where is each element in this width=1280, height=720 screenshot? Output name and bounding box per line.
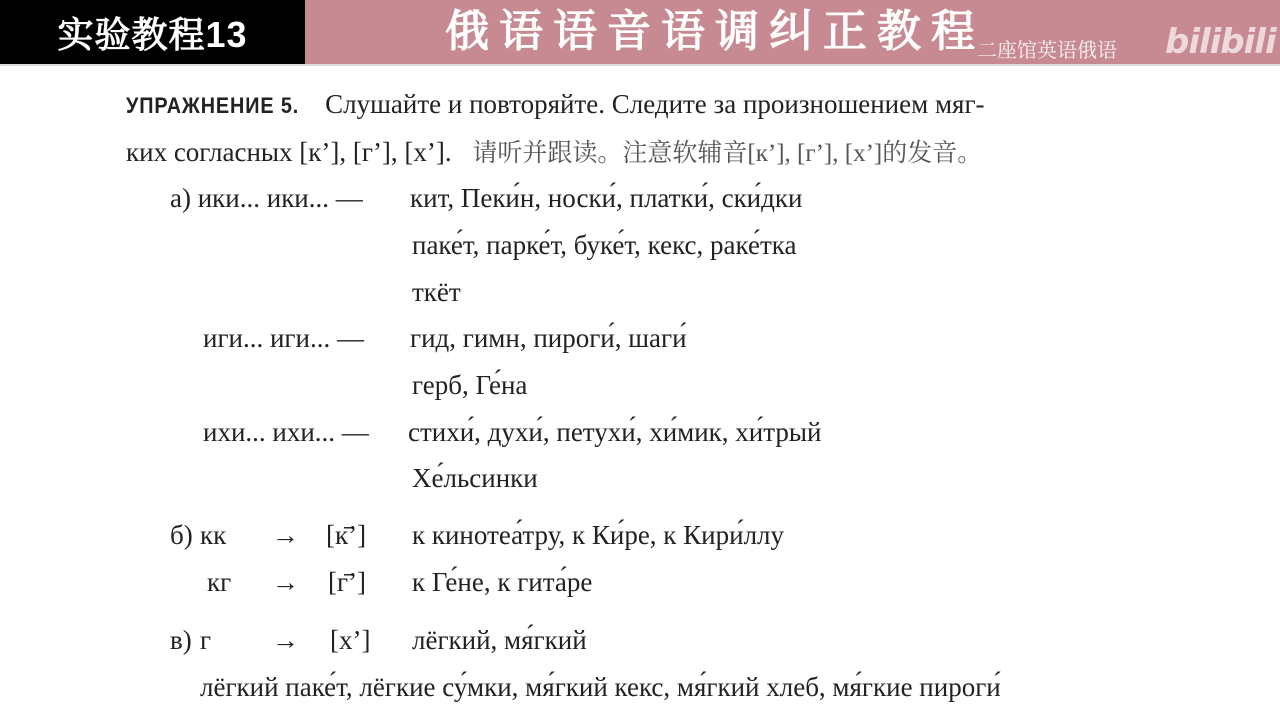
section-b-examples: к Ге́не, к гита́ре — [412, 567, 593, 597]
section-ikhi-line: стихи́, духи́, петухи́, хи́мик, хи́трый — [408, 417, 822, 447]
video-header-banner — [0, 0, 1280, 64]
section-b-from: кк — [200, 520, 227, 550]
section-c-phrases: лёгкий паке́т, лёгкие су́мки, мя́гкий кекс, мя́гкий хлеб, мя́гкие пироги́ — [200, 672, 1001, 702]
instruction-zh: 请听并跟读。注意软辅音[к’], [г’], [х’]的发音。 — [472, 140, 983, 167]
instruction-line-1: Слушайте и повторяйте. Следите за произношением мяг- — [325, 89, 985, 119]
section-b-from: кг — [207, 567, 232, 597]
course-title: 俄语语音语调纠正教程 — [445, 6, 985, 57]
section-a-label: а) ики... ики... — — [170, 183, 363, 213]
channel-watermark: 二座馆英语俄语 — [977, 38, 1117, 62]
bilibili-logo-icon: bilibili — [1165, 22, 1276, 62]
lesson-label: 实验教程13 — [57, 13, 248, 55]
section-c-examples: лёгкий, мя́гкий — [412, 625, 587, 655]
course-title-box — [305, 0, 1280, 64]
instruction-ru: ких согласных [к’], [г’], [х’]. — [126, 137, 452, 167]
section-a-line: кит, Пеки́н, носки́, платки́, ски́дки — [410, 183, 803, 213]
section-b-examples: к кинотеа́тру, к Ки́ре, к Кири́ллу — [412, 520, 785, 550]
arrow-icon: → — [272, 567, 299, 597]
section-c-label: в) — [170, 625, 192, 655]
lesson-label-box — [0, 0, 305, 64]
section-igi-line: гид, гимн, пироги́, шаги́ — [410, 323, 687, 353]
section-c-phon: [х’] — [330, 625, 371, 655]
section-b-label: б) — [170, 520, 193, 550]
section-b-phon: [к̄’] — [326, 520, 367, 550]
arrow-icon: → — [272, 625, 299, 655]
exercise-title: УПРАЖНЕНИЕ 5. — [126, 93, 300, 118]
section-a-line: паке́т, парке́т, буке́т, кекс, раке́тка — [412, 230, 797, 260]
section-b-phon: [г̄’] — [328, 567, 367, 597]
section-ikhi-label: ихи... ихи... — — [203, 417, 369, 447]
section-a-line: ткёт — [412, 277, 461, 307]
instruction-line-2 — [126, 136, 982, 170]
header-divider — [0, 64, 1280, 66]
section-igi-label: иги... иги... — — [203, 323, 364, 353]
arrow-icon: → — [272, 520, 299, 550]
section-c-from: г — [200, 625, 212, 655]
exercise-heading-line — [126, 88, 985, 122]
section-ikhi-line: Хе́льсинки — [412, 463, 538, 493]
section-igi-line: герб, Ге́на — [412, 370, 528, 400]
